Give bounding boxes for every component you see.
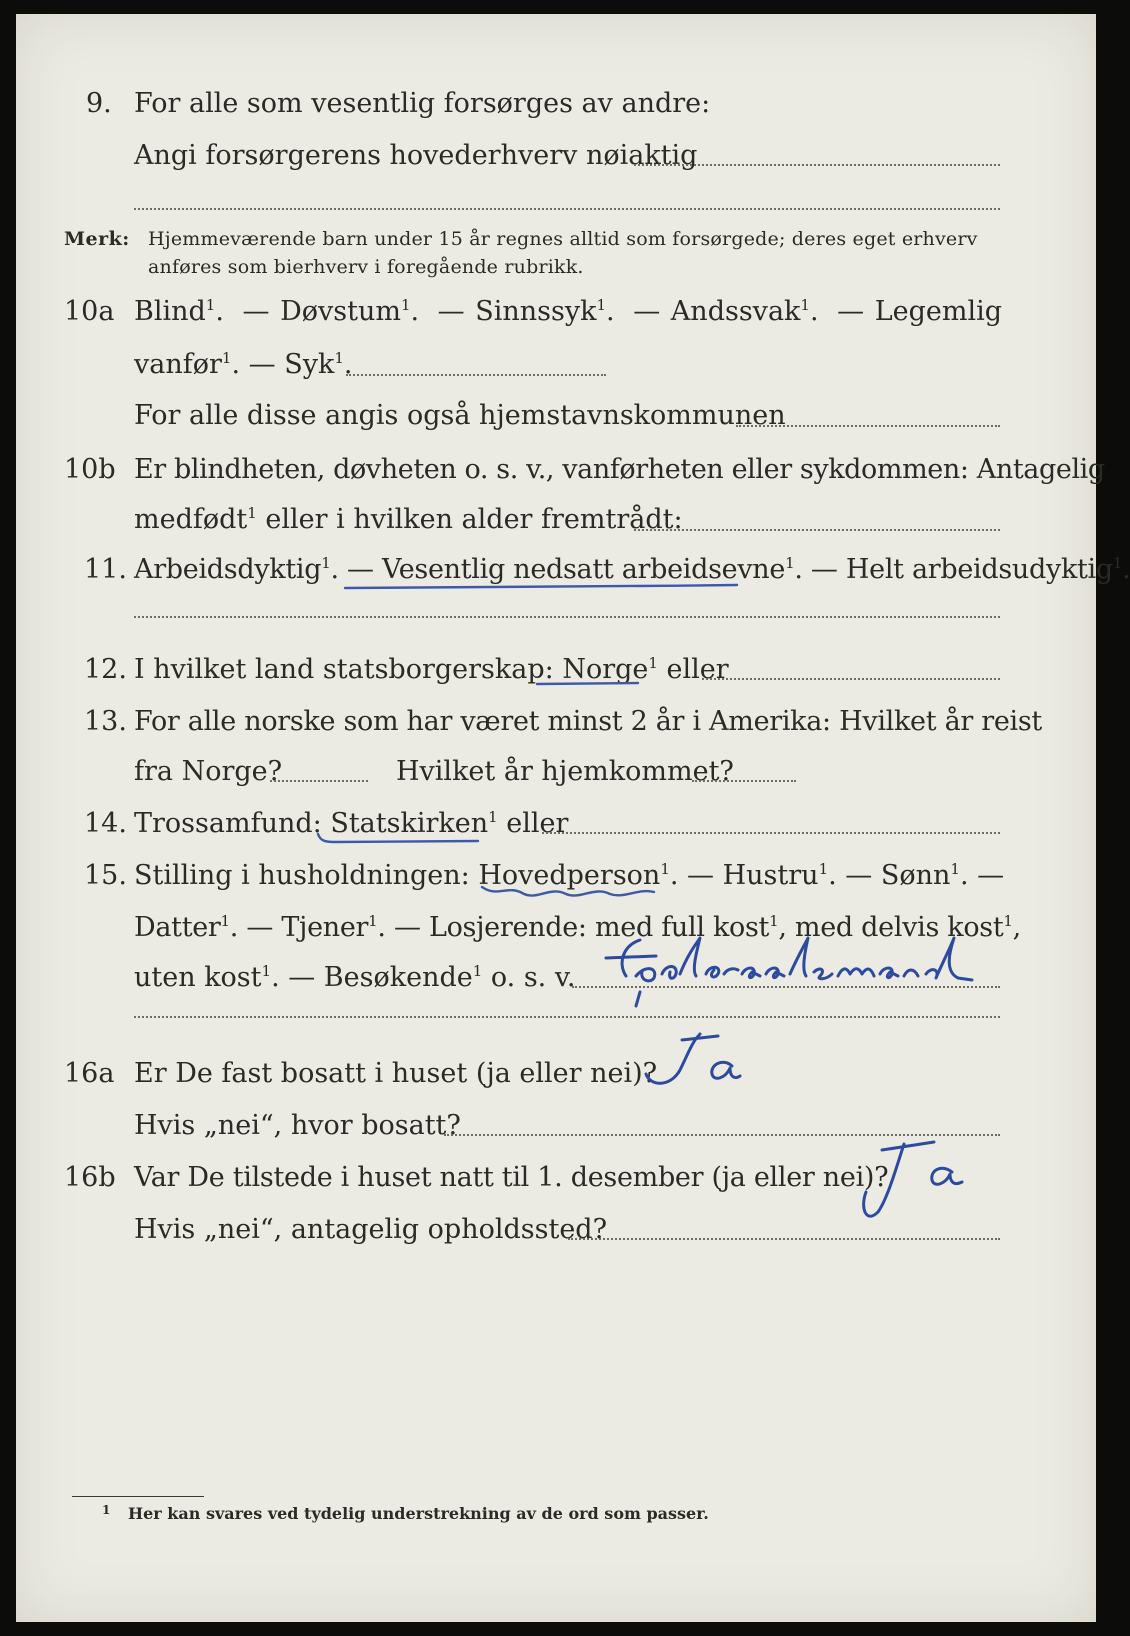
q10b-number: 10b [64,454,116,485]
q11-line: Arbeidsdyktig$^1$. — Vesentlig nedsatt arbeidsevne$^1$. — Helt arbeidsudyktig$^1$. [134,554,1130,585]
q14-number: 14. [84,808,127,839]
q10a-dovstum: — Døvstum [242,296,401,327]
q16a-line2: Hvis „nei“, hvor bosatt? [134,1110,461,1141]
q10a-hjemstavn-line [736,425,1000,427]
q10a-number: 10a [64,296,115,327]
q13-hjemkommet-line [692,780,796,782]
q12-norge: Norge [562,654,649,685]
q11-arbeidsdyktig: Arbeidsdyktig [134,554,322,585]
q10a-sinnssyk: — Sinnssyk [437,296,597,327]
q9-extra-line [134,208,1000,210]
q15-line3: uten kost$^1$. — Besøkende$^1$ o. s. v. [134,962,576,993]
q10a-andssvak: — Andssvak [633,296,801,327]
q11-extra-line [134,616,1000,618]
q10a-line3: For alle disse angis også hjemstavnskommunen [134,400,786,431]
merk-label: Merk: [64,228,130,250]
q12-line: I hvilket land statsborgerskap: Norge$^1$ eller [134,654,729,685]
q9-line2: Angi forsørgerens hovederhverv nøiaktig [134,140,698,171]
q10b-answer-line [634,529,1000,531]
q16a-number: 16a [64,1058,115,1089]
q10a-line1: Blind$^1$. — Døvstum$^1$. — Sinnssyk$^1$. — Andssvak$^1$. — Legemlig [134,296,1003,327]
q12-norge-underline [534,678,644,690]
q13-number: 13. [84,706,127,737]
q9-answer-line [634,164,1000,166]
footnote-text: Her kan svares ved tydelig understrekning av de ord som passer. [128,1504,709,1523]
q10b-line1: Er blindheten, døvheten o. s. v., vanførheten eller sykdommen: Antagelig [134,454,1105,485]
footnote-rule [72,1496,204,1497]
q9-number: 9. [86,88,112,119]
q16b-answer-line [568,1238,1000,1240]
q16b-number: 16b [64,1162,116,1193]
q11-helt-udyktig: — Helt arbeidsudyktig [810,554,1113,585]
q16a-line1: Er De fast bosatt i huset (ja eller nei)? [134,1058,658,1089]
q14-line: Trossamfund: Statskirken$^1$ eller [134,808,569,839]
q15-hovedperson: Hovedperson [478,860,661,891]
q13-line1: For alle norske som har været minst 2 år i Amerika: Hvilket år reist [134,706,1042,737]
q15-pen-mark [628,988,648,1012]
q10a-line2: vanfør$^1$. — Syk$^1$. [134,349,353,380]
q10b-line2: medfødt$^1$ eller i hvilken alder fremtrådt: [134,504,683,535]
q11-vesentlig-nedsatt: — Vesentlig nedsatt arbeidsevne [347,554,786,585]
q11-number: 11. [84,554,127,585]
q10a-blind: Blind [134,296,206,327]
q15-handwritten-answer [596,934,996,994]
q14-statskirken: Statskirken [330,808,489,839]
q13-line2b: Hvilket år hjemkommet? [396,756,734,787]
q10a-legemlig: — Legemlig [837,296,1003,327]
q15-extra-line [134,1016,1000,1018]
q15-line2: Datter$^1$. — Tjener$^1$. — Losjerende: med full kost$^1$, med delvis kost$^1$, [134,912,1021,943]
merk-line2: anføres som bierhverv i foregående rubrikk. [148,256,584,278]
q14-answer-line [542,832,1000,834]
q15-number: 15. [84,860,127,891]
q16a-handwritten-answer [636,1030,746,1100]
q9-line1: For alle som vesentlig forsørges av andre: [134,88,711,119]
q16b-line2: Hvis „nei“, antagelig opholdssted? [134,1214,608,1245]
q16b-handwritten-answer [852,1132,972,1232]
q10a-answer-line [346,374,606,376]
census-form-page [16,14,1130,1622]
q14-statskirken-underline [314,830,484,846]
q12-answer-line [702,678,1000,680]
q10a-syk: — Syk [248,349,335,380]
footnote-mark: 1 [102,1503,111,1517]
merk-line1: Hjemmeværende barn under 15 år regnes alltid som forsørgede; deres eget erhverv [148,228,978,250]
q12-number: 12. [84,654,127,685]
q16b-line1: Var De tilstede i huset natt til 1. desember (ja eller nei)? [134,1162,889,1193]
q10a-vanfor: vanfør [134,349,222,380]
q11-selection-underline [341,580,741,594]
q13-reist-line [270,780,368,782]
q15-hovedperson-underline [478,882,658,900]
q13-line2a: fra Norge? [134,756,283,787]
q15-line1: Stilling i husholdningen: Hovedperson$^1$. — Hustru$^1$. — Sønn$^1$. — [134,860,1005,891]
